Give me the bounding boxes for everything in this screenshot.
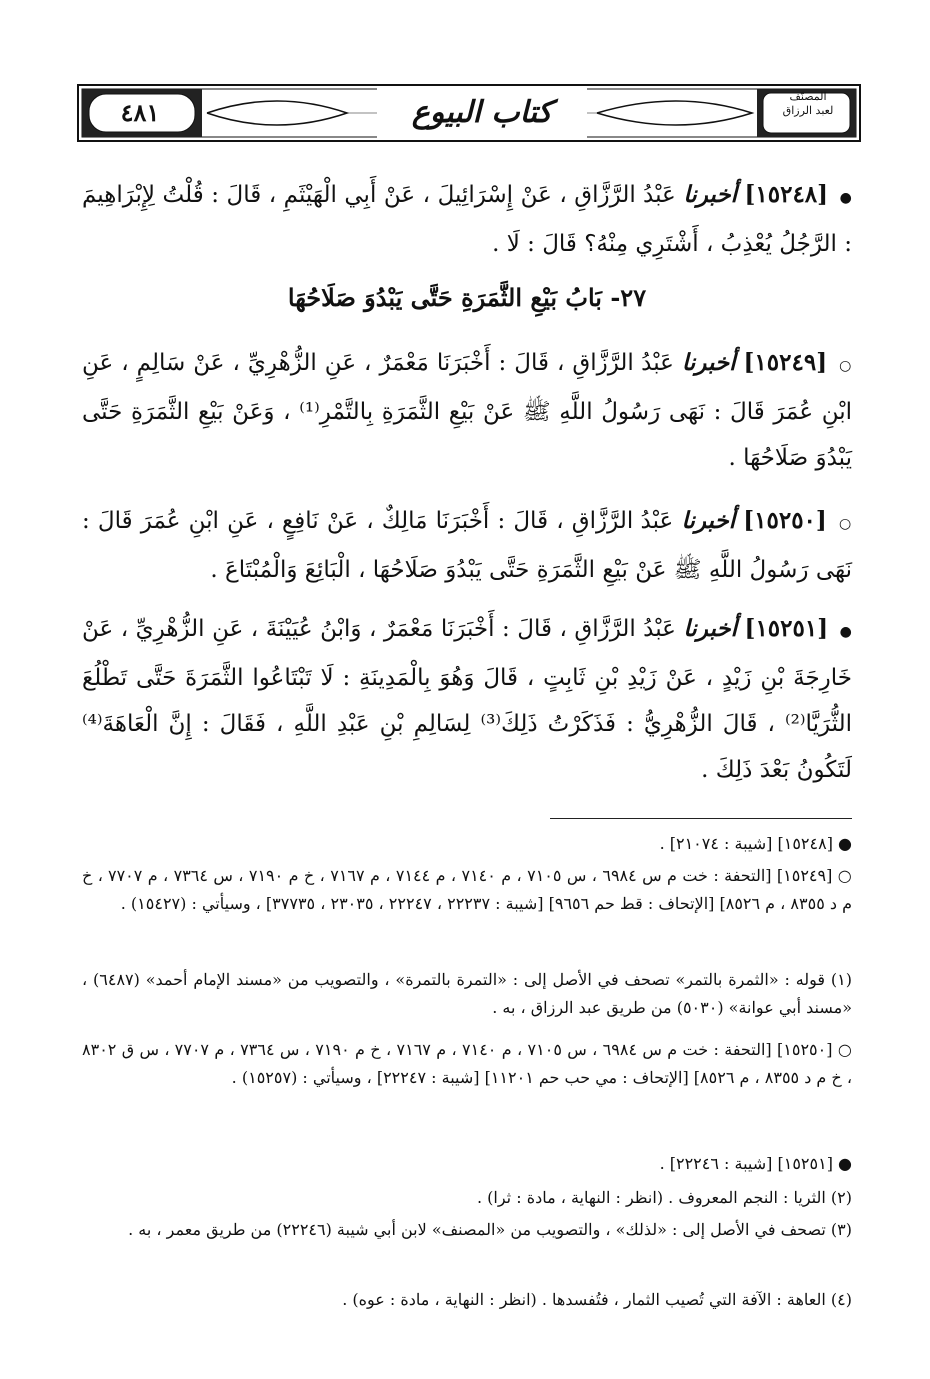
hadith-number: [١٥٢٥٠] [743, 507, 827, 534]
chapter-title: ٢٧- بَابُ بَيْعِ الثَّمَرَةِ حَتَّى يَبْدُوَ صَلَاحُهَا [287, 283, 647, 312]
book-title: كتاب البيوع [377, 88, 587, 138]
footnote-15251: ● [١٥٢٥١] [شيبة : ٢٢٢٤٦] . [659, 1154, 852, 1173]
hadith-ikhbar: أخبرنا [681, 349, 736, 376]
hadith-number: [١٥٢٥١] [744, 615, 829, 642]
hadith-number: [١٥٢٤٨] [744, 181, 829, 208]
footnote-15250: ○ [١٥٢٥٠] [التحفة : خت م س ٦٩٨٤ ، س ٧١٠٥ ، م ٧١٤٠ ، م ٧١٦٧ ، خ م ٧١٩٠ ، س ٧٣٦٤ ، م ٧٧٠٧ ، س ق ٨٣٠٢ ، خ م د ٨٣٥٥ ، م ٨٥٢٦] [الإتحاف : مي حب حم ١١٢٠١] [شيبة : ٢٢٢٤٧] ، وسيأتي : (١٥٢٥٧) . [82, 1040, 853, 1087]
hadith-ikhbar: أخبرنا [683, 615, 738, 642]
footnote-4: (٤) العاهة : الآفة التي تُصيب الثمار ، فتُفسدها . (انظر : النهاية ، مادة : عوه) . [342, 1290, 852, 1309]
hadith-15251 [82, 606, 852, 793]
hadith-15249 [82, 340, 852, 481]
hadith-ikhbar: أخبرنا [683, 181, 737, 208]
page-header [77, 84, 861, 142]
logo-line2: لعبد الرزاق [782, 104, 834, 117]
hadith-text: عَبْدُ الرَّزَّاقِ ، قَالَ : أَخْبَرَنَا مَالِكٌ ، عَنْ نَافِعٍ ، عَنِ ابْنِ عُمَرَ قَالَ : نَهَى رَسُولُ اللَّهِ ﷺ عَنْ بَيْعِ الثَّمَرَةِ حَتَّى يَبْدُوَ صَلَاحُهَا ، الْبَائِعَ وَالْمُبْتَاعَ . [82, 508, 852, 583]
footnote-15248: ● [١٥٢٤٨] [شيبة : ٢١٠٧٤] . [659, 834, 852, 853]
footnote-1: (١) قوله : «الثمرة بالتمر» تصحف في الأصل إلى : «التمرة بالتمرة» ، والتصويب من «مسند الإمام أحمد» (٦٤٨٧) ، «مسند أبي عوانة» (٥٠٣٠) من طريق عبد الرزاق ، به . [82, 970, 852, 1017]
hadith-15248 [82, 172, 852, 267]
footnote-2: (٢) الثريا : النجم المعروف . (انظر : النهاية ، مادة : ثرا) . [476, 1188, 852, 1207]
hadith-number: [١٥٢٤٩] [743, 349, 828, 376]
hadith-text: عَبْدُ الرَّزَّاقِ ، قَالَ : أَخْبَرَنَا مَعْمَرٌ ، وَابْنُ عُيَيْنَةَ ، عَنِ الزُّهْرِيِّ ، عَنْ خَارِجَةَ بْنِ زَيْدٍ ، عَنْ زَيْدِ بْنِ ثَابِتٍ ، قَالَ وَهُوَ بِالْمَدِينَةِ : لَا تَبْتَاعُوا الثَّمَرَةَ حَتَّى تَطْلُعَ الثُّرَيَّا⁽²⁾ ، قَالَ الزُّهْرِيُّ : فَذَكَرْتُ ذَلِكَ⁽³⁾ لِسَالِمِ بْنِ عَبْدِ اللَّهِ ، فَقَالَ : إِنَّ الْعَاهَةَ⁽⁴⁾ لَتَكُونُ بَعْدَ ذَلِكَ . [82, 616, 852, 783]
footnote-3: (٣) تصحف في الأصل إلى : «لذلك» ، والتصويب من «المصنف» لابن أبي شيبة (٢٢٢٤٦) من طريق معمر ، به . [128, 1220, 852, 1239]
page-number: ٤٨١ [120, 98, 160, 127]
book-logo [762, 90, 854, 136]
footnote-15249: ○ [١٥٢٤٩] [التحفة : خت م س ٦٩٨٤ ، س ٧١٠٥ ، م ٧١٤٠ ، م ٧١٤٤ ، م ٧١٦٧ ، خ م ٧١٩٠ ، س ٧٣٦٤ ، م ٧٧٠٧ ، خ م د ٨٣٥٥ ، م ٨٥٢٦] [الإتحاف : قط حم ٩٦٥٦] [شيبة : ٢٢٢٣٧ ، ٢٢٢٤٧ ، ٢٣٠٣٥ ، ٣٧٧٣٥] ، وسيأتي : (١٥٤٢٧) . [82, 866, 853, 913]
hadith-ikhbar: أخبرنا [681, 507, 736, 534]
hadith-text: عَبْدُ الرَّزَّاقِ ، عَنْ إِسْرَائِيلَ ، عَنْ أَبِي الْهَيْثَمِ ، قَالَ : قُلْتُ لِإِبْرَاهِيمَ : الرَّجُلُ يُعْذِبُ ، أَشْتَرِي مِنْهُ؟ قَالَ : لَا . [82, 182, 852, 257]
hadith-text: عَبْدُ الرَّزَّاقِ ، قَالَ : أَخْبَرَنَا مَعْمَرٌ ، عَنِ الزُّهْرِيِّ ، عَنْ سَالِمٍ ، عَنِ ابْنِ عُمَرَ قَالَ : نَهَى رَسُولُ اللَّهِ ﷺ عَنْ بَيْعِ الثَّمَرَةِ بِالتَّمْرِ⁽¹⁾ ، وَعَنْ بَيْعِ الثَّمَرَةِ حَتَّى يَبْدُوَ صَلَاحُهَا . [82, 350, 852, 471]
footnote-divider [550, 818, 852, 819]
logo-line1: المصنّف [789, 90, 827, 103]
hadith-15250 [82, 498, 852, 593]
